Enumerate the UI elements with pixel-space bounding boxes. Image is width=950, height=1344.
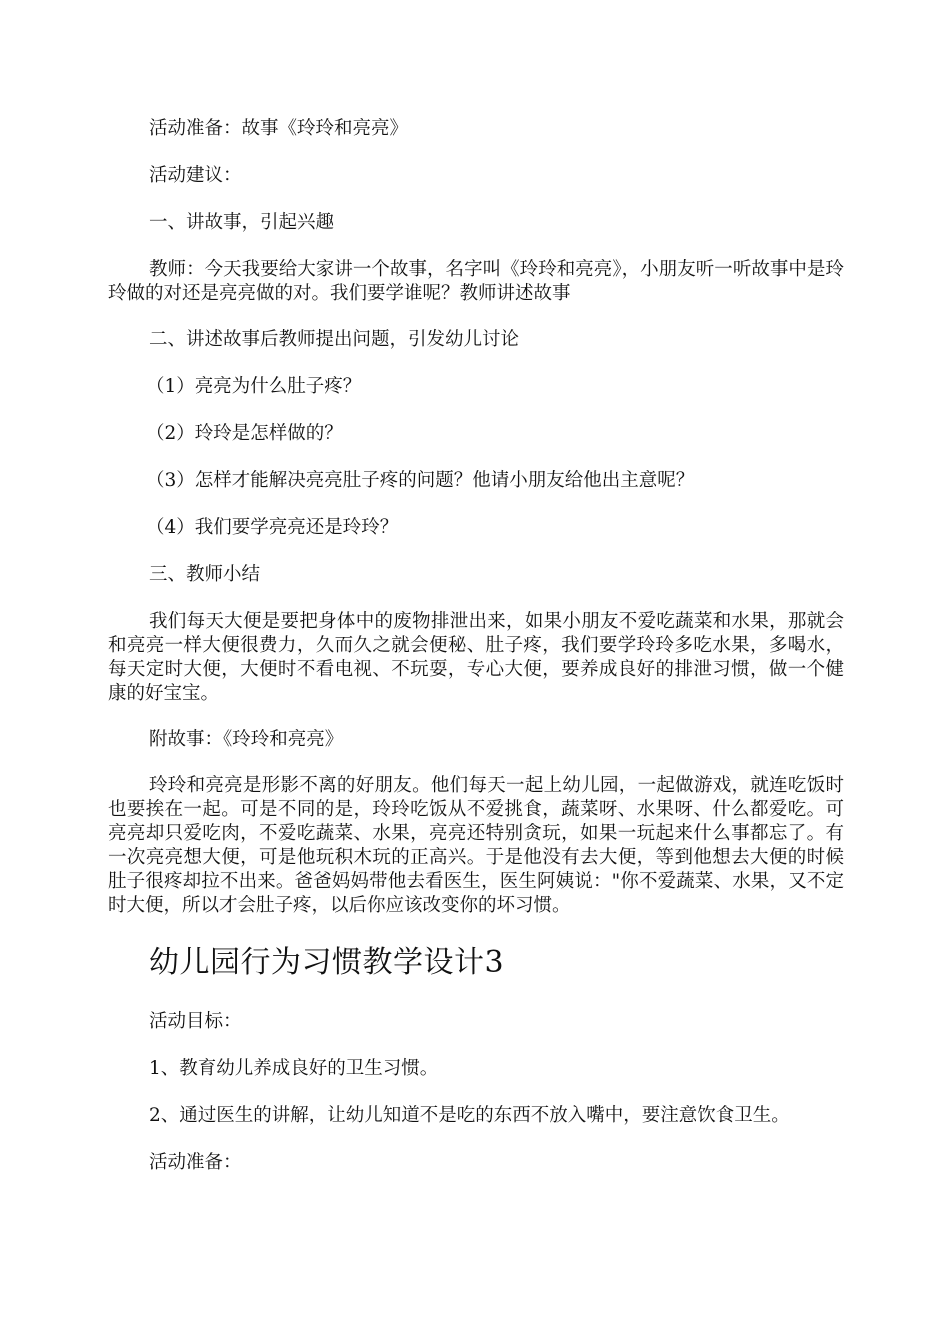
step-two-heading: 二、讲述故事后教师提出问题，引发幼儿讨论 — [149, 329, 520, 350]
document-body — [108, 117, 844, 1175]
question-4: （4）我们要学亮亮还是玲玲？ — [146, 517, 399, 538]
step-three-heading: 三、教师小结 — [149, 564, 261, 585]
summary-paragraph: 我们每天大便是要把身体中的废物排泄出来，如果小朋友不爱吃蔬菜和水果，那就会和亮亮一样大便很费力，久而久之就会便秘、肚子疼，我们要学玲玲多吃水果，多喝水，每天定时大便，大便时不看电视、不玩耍，专心大便，要养成良好的排泄习惯，做一个健康的好宝宝。 — [108, 611, 844, 704]
activity-suggestion-label: 活动建议： — [149, 165, 242, 186]
question-2: （2）玲玲是怎样做的？ — [146, 423, 343, 444]
goal-2: 2、通过医生的讲解，让幼儿知道不是吃的东西不放入嘴中，要注意饮食卫生。 — [149, 1105, 790, 1126]
story-paragraph: 玲玲和亮亮是形影不离的好朋友。他们每天一起上幼儿园，一起做游戏，就连吃饭时也要挨在一起。可是不同的是，玲玲吃饭从不爱挑食，蔬菜呀、水果呀、什么都爱吃。可亮亮却只爱吃肉，不爱吃蔬菜、水果，亮亮还特别贪玩，如果一玩起来什么事都忘了。有一次亮亮想大便，可是他玩积木玩的正高兴。于是他没有去大便，等到他想去大便的时候肚子很疼却拉不出来。爸爸妈妈带他去看医生，医生阿姨说："你不爱蔬菜、水果，又不定时大便，所以才会肚子疼，以后你应该改变你的坏习惯。 — [108, 775, 844, 916]
goal-1: 1、教育幼儿养成良好的卫生习惯。 — [149, 1058, 439, 1079]
story-title: 附故事：《玲玲和亮亮》 — [149, 729, 344, 750]
step-one-heading: 一、讲故事，引起兴趣 — [149, 212, 335, 233]
question-1: （1）亮亮为什么肚子疼？ — [146, 376, 362, 397]
question-3: （3）怎样才能解决亮亮肚子疼的问题？他请小朋友给他出主意呢？ — [146, 470, 695, 491]
activity-preparation-label: 活动准备： — [149, 1152, 242, 1173]
activity-preparation: 活动准备：故事《玲玲和亮亮》 — [149, 118, 409, 139]
teacher-intro-paragraph: 教师：今天我要给大家讲一个故事，名字叫《玲玲和亮亮》，小朋友听一听故事中是玲玲做的对还是亮亮做的对。我们要学谁呢？教师讲述故事 — [108, 259, 844, 304]
activity-goals-label: 活动目标： — [149, 1011, 242, 1032]
section-heading: 幼儿园行为习惯教学设计3 — [149, 945, 505, 980]
